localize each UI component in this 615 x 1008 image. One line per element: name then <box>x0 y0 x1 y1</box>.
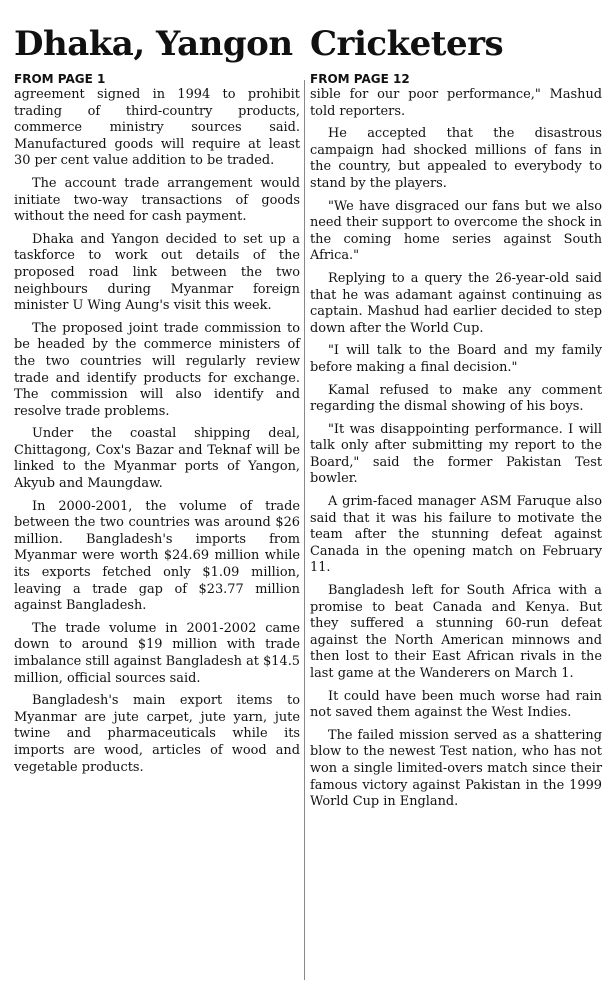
story-dhaka-yangon <box>14 22 300 782</box>
paragraph: He accepted that the disastrous campaign had shocked millions of fans in the country, but appealed to everybody to stand by the players. <box>310 126 602 191</box>
paragraph: Replying to a query the 26-year-old said that he was adamant against continuing as captain. Mashud had earlier decided to step down after the World Cup. <box>310 270 602 336</box>
paragraph: In 2000-2001, the volume of trade between the two countries was around $26 million. Bangladesh's imports from Myanmar were worth $24.69 million while its exports fetched only $1.09 million, leaving a trade gap of $23.77 million against Bangladesh. <box>14 498 300 614</box>
paragraph: The trade volume in 2001-2002 came down to around $19 million with trade imbalance still against Bangladesh at $14.5 million, official sources said. <box>14 620 300 686</box>
paragraph: Bangladesh's main export items to Myanmar are jute carpet, jute yarn, jute twine and pharmaceuticals while its imports are wood, articles of wood and vegetable products. <box>14 693 300 775</box>
kicker-from-page-1: FROM PAGE 1 <box>14 72 106 86</box>
paragraph: sible for our poor performance," Mashud told reporters. <box>310 87 602 119</box>
paragraph: A grim-faced manager ASM Faruque also said that it was his failure to motivate the team after the stunning defeat against Canada in the opening match on February 11. <box>310 494 602 576</box>
paragraph: Dhaka and Yangon decided to set up a taskforce to work out details of the proposed road link between the two neighbours during Myanmar foreign minister U Wing Aung's visit this week. <box>14 231 300 314</box>
story-cricketers <box>310 22 602 817</box>
paragraph: "We have disgraced our fans but we also need their support to overcome the shock in the coming home series against South Africa." <box>310 198 602 264</box>
headline-dhaka-yangon: Dhaka, Yangon <box>14 24 293 64</box>
story-body <box>14 87 300 776</box>
paragraph: "I will talk to the Board and my family before making a final decision." <box>310 343 602 375</box>
paragraph: Kamal refused to make any comment regarding the dismal showing of his boys. <box>310 382 602 415</box>
paragraph: The account trade arrangement would initiate two-way transactions of goods without the need for cash payment. <box>14 175 300 225</box>
paragraph: Under the coastal shipping deal, Chittagong, Cox's Bazar and Teknaf will be linked to the Myanmar ports of Yangon, Akyub and Maungdaw. <box>14 426 300 492</box>
paragraph: "It was disappointing performance. I will talk only after submitting my report to the Board," said the former Pakistan Test bowler. <box>310 421 602 487</box>
story-body <box>310 87 602 811</box>
paragraph: agreement signed in 1994 to prohibit trading of third-country products, commerce ministry sources said. Manufactured goods will require at least 30 per cent value addition to be traded. <box>14 87 300 169</box>
paragraph: It could have been much worse had rain not saved them against the West Indies. <box>310 688 602 721</box>
kicker-from-page-12: FROM PAGE 12 <box>310 72 410 86</box>
column-divider <box>304 80 305 980</box>
paragraph: The failed mission served as a shattering blow to the newest Test nation, who has not won a single limited-overs match since their famous victory against Pakistan in the 1999 World Cup in England. <box>310 727 602 810</box>
paragraph: The proposed joint trade commission to be headed by the commerce ministers of the two countries will regularly review trade and identify products for exchange. The commission will also identify and resolve trade problems. <box>14 320 300 419</box>
headline-cricketers: Cricketers <box>310 24 504 64</box>
paragraph: Bangladesh left for South Africa with a promise to beat Canada and Kenya. But they suffered a stunning 60-run defeat against the North American minnows and then lost to their East African rivals in the last game at the Wanderers on March 1. <box>310 583 602 681</box>
